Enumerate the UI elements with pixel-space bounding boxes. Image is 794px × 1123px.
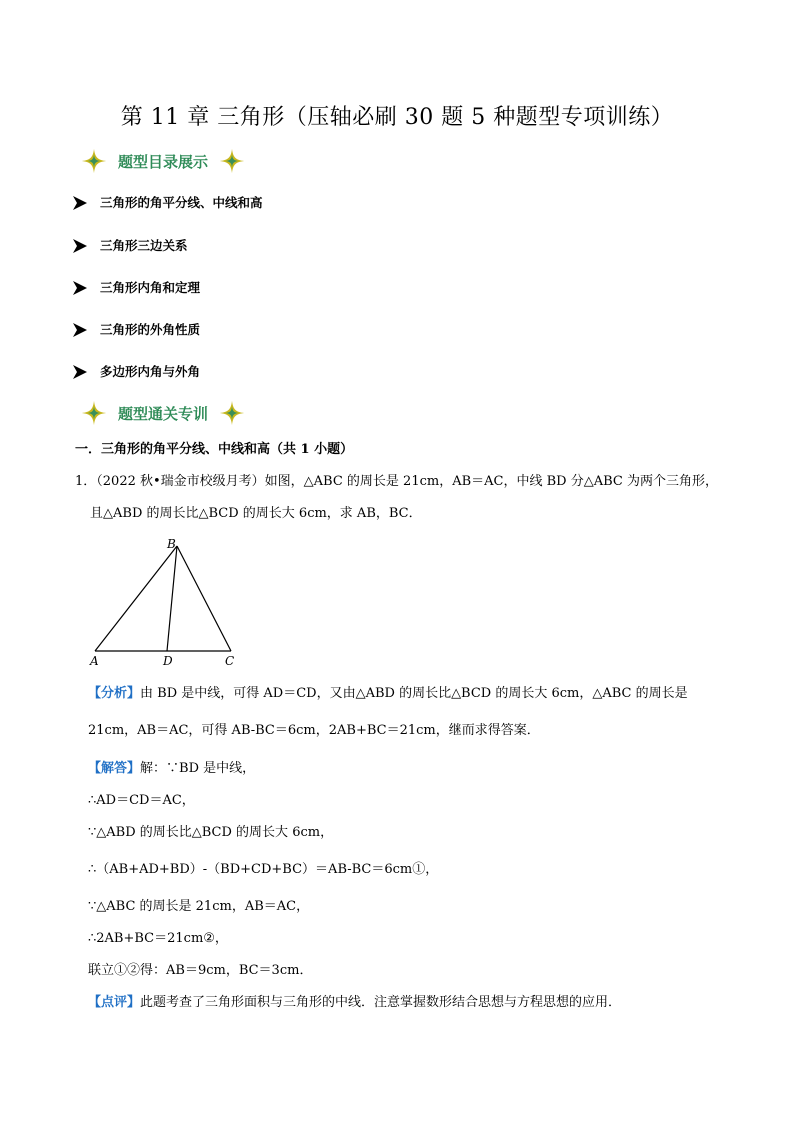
solution-step: ∴AD＝CD＝AC，: [88, 793, 195, 808]
vertex-label-a: A: [90, 654, 99, 668]
arrow-bullet-icon: [70, 362, 90, 382]
solution-step: ∵△ABD 的周长比△BCD 的周长大 6cm，: [88, 825, 334, 840]
comment-text: 此题考查了三角形面积与三角形的中线．注意掌握数形结合思想与方程思想的应用．: [140, 995, 622, 1010]
vertex-label-c: C: [225, 654, 235, 668]
toc-item[interactable]: 三角形三边关系: [100, 238, 188, 253]
sparkle-icon: [80, 399, 108, 427]
triangle-figure: [85, 533, 245, 673]
arrow-bullet-icon: [70, 193, 90, 213]
arrow-bullet-icon: [70, 278, 90, 298]
problem-line: 1．（2022 秋•瑞金市校级月考）如图，△ABC 的周长是 21cm，AB＝AC，中线 BD 分△ABC 为两个三角形，: [75, 474, 718, 489]
toc-item[interactable]: 三角形内角和定理: [100, 280, 201, 295]
solution-step: ∴（AB+AD+BD）-（BD+CD+BC）＝AB-BC＝6cm①，: [88, 862, 439, 877]
arrow-bullet-icon: [70, 236, 90, 256]
analysis-line: [88, 685, 778, 703]
point-label-d: D: [163, 654, 173, 668]
vertex-label-b: B: [167, 537, 176, 551]
practice-banner: [80, 399, 246, 427]
analysis-tag: 【分析】: [88, 686, 141, 701]
side-bc: [177, 546, 231, 651]
analysis-text: 由 BD 是中线，可得 AD＝CD，又由△ABD 的周长比△BCD 的周长大 6cm，△ABC 的周长是: [140, 686, 688, 701]
arrow-bullet-icon: [70, 320, 90, 340]
page-title: 第 11 章 三角形（压轴必刷 30 题 5 种题型专项训练）: [120, 105, 674, 130]
practice-banner-label: 题型通关专训: [118, 404, 209, 423]
analysis-line: 21cm，AB＝AC，可得 AB-BC＝6cm，2AB+BC＝21cm，继而求得答案．: [88, 723, 540, 738]
solution-step: 联立①②得：AB＝9cm，BC＝3cm．: [88, 963, 313, 978]
comment-line: [88, 994, 778, 1012]
median-bd: [167, 546, 177, 651]
comment-tag: 【点评】: [88, 995, 141, 1010]
toc-item[interactable]: 三角形的角平分线、中线和高: [100, 195, 263, 210]
section-heading: 一．三角形的角平分线、中线和高（共 1 小题）: [75, 442, 354, 457]
toc-item[interactable]: 多边形内角与外角: [100, 364, 201, 379]
solution-line: [88, 760, 255, 778]
sparkle-icon: [218, 147, 246, 175]
solution-step: ∵△ABC 的周长是 21cm，AB＝AC，: [88, 899, 310, 914]
toc-item[interactable]: 三角形的外角性质: [100, 322, 201, 337]
solution-text: 解：∵BD 是中线，: [140, 761, 256, 776]
side-ab: [95, 546, 177, 651]
sparkle-icon: [80, 147, 108, 175]
solution-step: ∴2AB+BC＝21cm②，: [88, 931, 228, 946]
toc-banner: [80, 147, 246, 175]
toc-banner-label: 题型目录展示: [118, 152, 209, 171]
sparkle-icon: [218, 399, 246, 427]
problem-line: 且△ABD 的周长比△BCD 的周长大 6cm，求 AB，BC．: [90, 506, 422, 521]
solution-tag: 【解答】: [88, 761, 141, 776]
